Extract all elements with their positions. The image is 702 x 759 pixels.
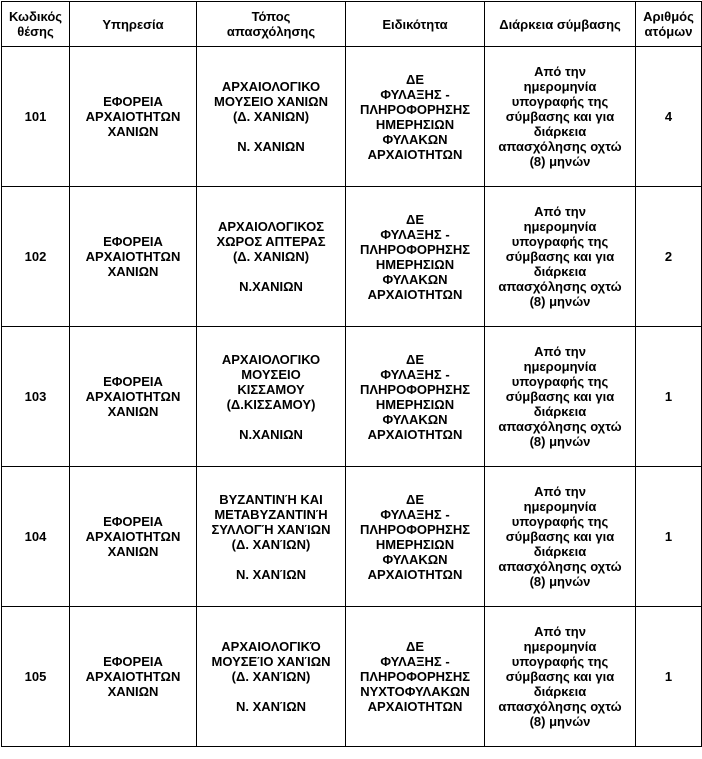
header-service — [70, 2, 197, 47]
duration-line: απασχόλησης οχτώ — [498, 419, 622, 434]
duration-line: Από την — [534, 344, 586, 359]
duration-line: Από την — [534, 204, 586, 219]
duration-cell — [485, 607, 636, 747]
location-cell — [197, 327, 346, 467]
duration-line: (8) μηνών — [529, 154, 591, 169]
duration-line: ημερομηνία — [523, 639, 597, 654]
service-cell — [70, 187, 197, 327]
duration-line: σύμβασης και για — [505, 529, 615, 544]
specialty-line: ΠΛΗΡΟΦΟΡΗΣΗΣ — [359, 669, 471, 684]
location-line: ΧΩΡΟΣ ΑΠΤΕΡΑΣ — [216, 234, 326, 249]
table-row — [2, 187, 702, 327]
duration-cell — [485, 47, 636, 187]
duration-line: απασχόλησης οχτώ — [498, 559, 622, 574]
duration-line: υπογραφής της — [511, 654, 609, 669]
specialty-line: ΠΛΗΡΟΦΟΡΗΣΗΣ — [359, 241, 471, 257]
position-code: 101 — [2, 47, 70, 187]
table-row — [2, 607, 702, 747]
duration-line: διάρκεια — [533, 264, 587, 279]
duration-line: σύμβασης και για — [505, 109, 615, 124]
location-city: Ν.ΧΑΝΙΩΝ — [239, 279, 303, 294]
location-cell — [197, 607, 346, 747]
specialty-line: ΑΡΧΑΙΟΤΗΤΩΝ — [367, 146, 463, 162]
table-row — [2, 467, 702, 607]
position-code: 103 — [2, 327, 70, 467]
specialty-cell — [346, 467, 485, 607]
specialty-line: ΗΜΕΡΗΣΙΩΝ — [375, 536, 455, 552]
service-line: ΑΡΧΑΙΟΤΗΤΩΝ — [85, 669, 181, 684]
service-line: ΧΑΝΙΩΝ — [107, 264, 159, 279]
location-line: (Δ. ΧΑΝΙΩΝ) — [232, 249, 310, 264]
header-code-line: Κωδικός — [8, 9, 63, 24]
specialty-line: ΑΡΧΑΙΟΤΗΤΩΝ — [367, 699, 463, 714]
location-line: (Δ. ΧΑΝΊΩΝ) — [231, 669, 311, 684]
location-cell — [197, 187, 346, 327]
duration-line: (8) μηνών — [529, 714, 591, 729]
positions-count: 1 — [636, 327, 702, 467]
positions-count: 1 — [636, 607, 702, 747]
duration-line: διάρκεια — [533, 684, 587, 699]
service-line: ΕΦΟΡΕΙΑ — [103, 654, 163, 669]
header-specialty — [346, 2, 485, 47]
service-line: ΕΦΟΡΕΙΑ — [103, 94, 163, 109]
header-duration — [485, 2, 636, 47]
duration-line: υπογραφής της — [511, 234, 609, 249]
location-line: ΑΡΧΑΙΟΛΟΓΙΚΌ — [221, 639, 321, 654]
positions-table — [1, 1, 702, 747]
table-row — [2, 47, 702, 187]
location-line: (Δ.ΚΙΣΣΑΜΟΥ) — [226, 396, 316, 412]
duration-line: ημερομηνία — [523, 499, 597, 514]
duration-line: διάρκεια — [533, 544, 587, 559]
location-city: Ν.ΧΑΝΙΩΝ — [239, 426, 303, 442]
service-line: ΧΑΝΙΩΝ — [107, 404, 159, 419]
position-code: 102 — [2, 187, 70, 327]
position-code: 104 — [2, 467, 70, 607]
duration-line: (8) μηνών — [529, 294, 591, 309]
location-line: ΜΟΥΣΕΙΟ ΧΑΝΙΩΝ — [214, 94, 328, 109]
specialty-line: ΗΜΕΡΗΣΙΩΝ — [375, 256, 455, 272]
location-line: (Δ. ΧΑΝΙΩΝ) — [232, 109, 310, 124]
specialty-line: ΦΥΛΑΚΩΝ — [382, 131, 448, 147]
location-line: ΜΕΤΑΒΥΖΑΝΤΙΝΉ — [214, 506, 328, 522]
duration-line: απασχόλησης οχτώ — [498, 279, 622, 294]
service-line: ΑΡΧΑΙΟΤΗΤΩΝ — [85, 249, 181, 264]
service-line: ΕΦΟΡΕΙΑ — [103, 234, 163, 249]
specialty-line: ΦΥΛΑΞΗΣ - — [380, 506, 450, 522]
service-line: ΧΑΝΙΩΝ — [107, 124, 159, 139]
header-count-line: ατόμων — [644, 24, 693, 39]
duration-line: Από την — [534, 484, 586, 499]
header-location-line: απασχόλησης — [226, 24, 316, 39]
service-cell — [70, 467, 197, 607]
duration-cell — [485, 467, 636, 607]
duration-cell — [485, 327, 636, 467]
location-cell — [197, 47, 346, 187]
duration-line: ημερομηνία — [523, 359, 597, 374]
duration-line: υπογραφής της — [511, 94, 609, 109]
duration-line: Από την — [534, 624, 586, 639]
specialty-line: ΦΥΛΑΚΩΝ — [382, 411, 448, 427]
location-line: ΒΥΖΑΝΤΙΝΉ ΚΑΙ — [219, 491, 323, 507]
service-line: ΑΡΧΑΙΟΤΗΤΩΝ — [85, 529, 181, 544]
header-code-line: θέσης — [17, 24, 54, 39]
specialty-line: ΦΥΛΑΞΗΣ - — [380, 86, 450, 102]
specialty-cell — [346, 187, 485, 327]
location-line: ΑΡΧΑΙΟΛΟΓΙΚΟ — [221, 79, 321, 94]
specialty-line: ΔΕ — [405, 71, 424, 87]
header-count-line: Αριθμός — [643, 9, 694, 24]
service-cell — [70, 47, 197, 187]
positions-count: 4 — [636, 47, 702, 187]
duration-line: διάρκεια — [533, 124, 587, 139]
service-cell — [70, 327, 197, 467]
duration-line: υπογραφής της — [511, 514, 609, 529]
service-line: ΑΡΧΑΙΟΤΗΤΩΝ — [85, 389, 181, 404]
service-line: ΕΦΟΡΕΙΑ — [103, 514, 163, 529]
specialty-line: ΦΥΛΑΚΩΝ — [382, 551, 448, 567]
table-row — [2, 327, 702, 467]
specialty-line: ΔΕ — [405, 491, 424, 507]
location-cell — [197, 467, 346, 607]
specialty-line: ΑΡΧΑΙΟΤΗΤΩΝ — [367, 566, 463, 582]
service-cell — [70, 607, 197, 747]
location-line: ΜΟΥΣΕΊΟ ΧΑΝΊΩΝ — [211, 654, 331, 669]
duration-line: απασχόλησης οχτώ — [498, 699, 622, 714]
duration-line: διάρκεια — [533, 404, 587, 419]
header-location-line: Τόπος — [251, 9, 291, 24]
specialty-line: ΦΥΛΑΞΗΣ - — [380, 226, 450, 242]
duration-line: Από την — [534, 64, 586, 79]
specialty-line: ΦΥΛΑΞΗΣ - — [380, 654, 450, 669]
duration-line: ημερομηνία — [523, 79, 597, 94]
header-count — [636, 2, 702, 47]
duration-line: σύμβασης και για — [505, 669, 615, 684]
specialty-line: ΑΡΧΑΙΟΤΗΤΩΝ — [367, 426, 463, 442]
header-row — [2, 2, 702, 47]
location-line: ΑΡΧΑΙΟΛΟΓΙΚΟΣ — [217, 219, 325, 234]
specialty-line: ΗΜΕΡΗΣΙΩΝ — [375, 396, 455, 412]
specialty-line: ΑΡΧΑΙΟΤΗΤΩΝ — [367, 286, 463, 302]
service-line: ΑΡΧΑΙΟΤΗΤΩΝ — [85, 109, 181, 124]
location-city: Ν. ΧΑΝΙΩΝ — [237, 139, 305, 154]
header-specialty-line: Ειδικότητα — [382, 16, 448, 32]
specialty-line: ΦΥΛΑΚΩΝ — [382, 271, 448, 287]
duration-line: υπογραφής της — [511, 374, 609, 389]
location-city: Ν. ΧΑΝΊΩΝ — [235, 566, 307, 582]
specialty-cell — [346, 47, 485, 187]
location-line: ΚΙΣΣΑΜΟΥ — [237, 381, 305, 397]
specialty-line: ΠΛΗΡΟΦΟΡΗΣΗΣ — [359, 381, 471, 397]
header-location — [197, 2, 346, 47]
spacer — [199, 264, 343, 279]
location-line: ΣΥΛΛΟΓΉ ΧΑΝΊΩΝ — [211, 521, 331, 537]
specialty-line: ΠΛΗΡΟΦΟΡΗΣΗΣ — [359, 101, 471, 117]
specialty-cell — [346, 607, 485, 747]
positions-count: 2 — [636, 187, 702, 327]
location-line: ΑΡΧΑΙΟΛΟΓΙΚΟ — [221, 351, 321, 367]
service-line: ΧΑΝΙΩΝ — [107, 684, 159, 699]
specialty-line: ΝΥΧΤΟΦΥΛΑΚΩΝ — [360, 684, 470, 699]
header-code — [2, 2, 70, 47]
location-line: ΜΟΥΣΕΙΟ — [241, 366, 301, 382]
header-service-line: Υπηρεσία — [102, 16, 164, 32]
spacer — [199, 412, 343, 427]
duration-line: σύμβασης και για — [505, 249, 615, 264]
duration-line: (8) μηνών — [529, 574, 591, 589]
duration-cell — [485, 187, 636, 327]
duration-line: σύμβασης και για — [505, 389, 615, 404]
specialty-line: ΔΕ — [405, 639, 424, 654]
specialty-line: ΗΜΕΡΗΣΙΩΝ — [375, 116, 455, 132]
specialty-line: ΔΕ — [405, 351, 424, 367]
position-code: 105 — [2, 607, 70, 747]
specialty-line: ΔΕ — [405, 211, 424, 227]
service-line: ΕΦΟΡΕΙΑ — [103, 374, 163, 389]
location-city: Ν. ΧΑΝΊΩΝ — [235, 699, 307, 714]
specialty-line: ΦΥΛΑΞΗΣ - — [380, 366, 450, 382]
duration-line: απασχόλησης οχτώ — [498, 139, 622, 154]
duration-line: (8) μηνών — [529, 434, 591, 449]
spacer — [199, 552, 343, 567]
spacer — [199, 124, 343, 139]
location-line: (Δ. ΧΑΝΊΩΝ) — [231, 536, 311, 552]
service-line: ΧΑΝΙΩΝ — [107, 544, 159, 559]
spacer — [199, 684, 343, 699]
specialty-cell — [346, 327, 485, 467]
specialty-line: ΠΛΗΡΟΦΟΡΗΣΗΣ — [359, 521, 471, 537]
header-duration-line: Διάρκεια σύμβασης — [499, 16, 621, 32]
table-body — [2, 47, 702, 747]
positions-count: 1 — [636, 467, 702, 607]
duration-line: ημερομηνία — [523, 219, 597, 234]
